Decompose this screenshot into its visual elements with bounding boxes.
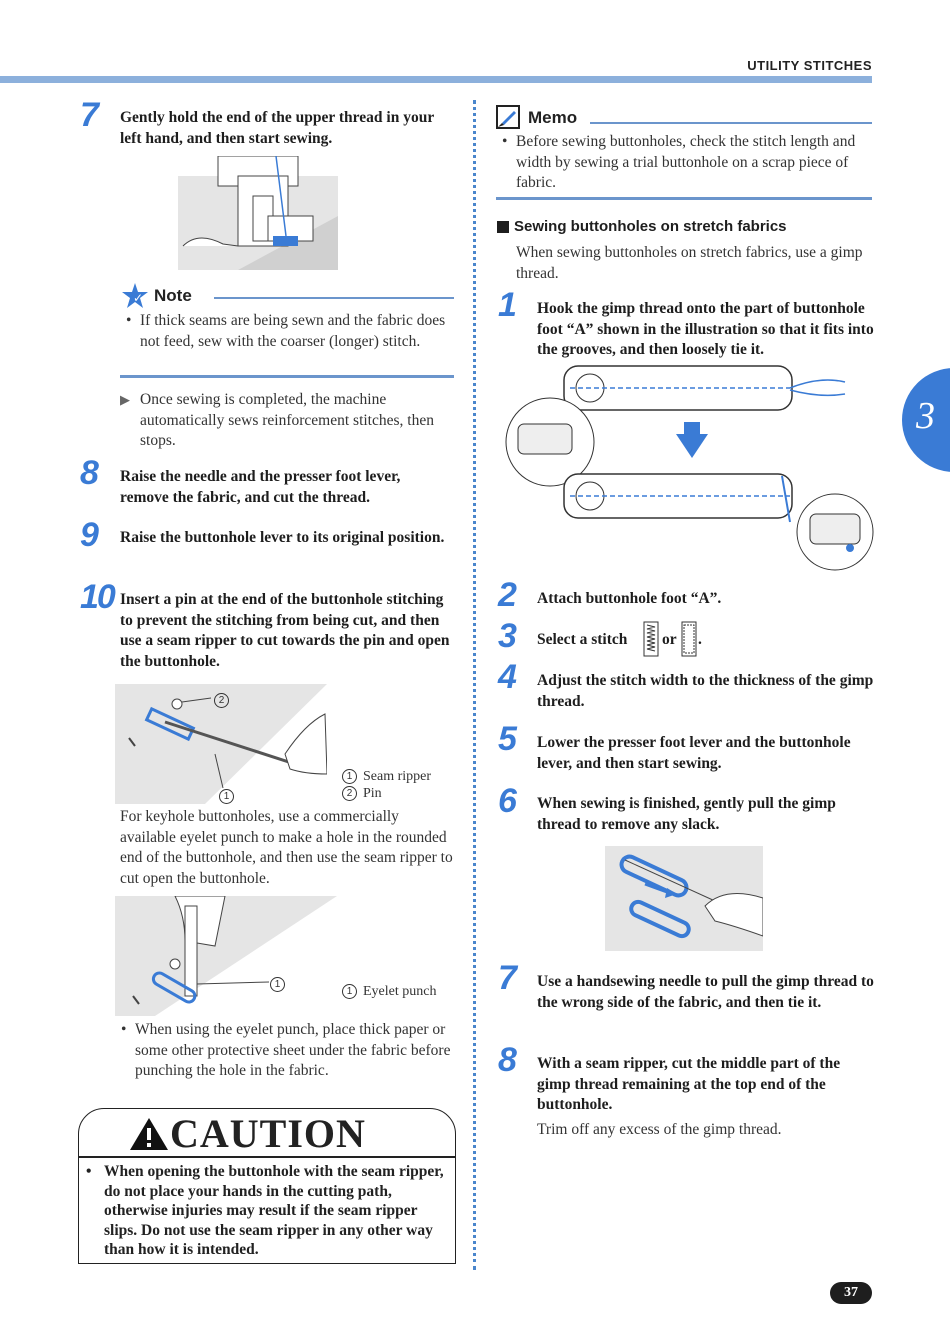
eyelet-punch-illustration [115, 896, 337, 1016]
right-step-5-number: 5 [498, 720, 517, 758]
step-7-text: Gently hold the end of the upper thread in your left hand, and then start sewing. [120, 109, 434, 147]
right-step-7-text: Use a handsewing needle to pull the gimp thread to the wrong side of the fabric, and then tie it. [537, 973, 874, 1011]
note-text: If thick seams are being sewn and the fabric does not feed, sew with the coarser (longer) stitch. [140, 312, 446, 350]
stitch-icon-2[interactable] [681, 621, 697, 657]
memo-bullet-dot: • [502, 133, 508, 150]
legend-seam-ripper: 1 Seam ripper [342, 767, 431, 788]
legend-eyelet-punch: 1 Eyelet punch [342, 982, 436, 1003]
right-step-5-text: Lower the presser foot lever and the buttonhole lever, and then start sewing. [537, 734, 851, 772]
step-8-text: Raise the needle and the presser foot lever, remove the fabric, and cut the thread. [120, 468, 401, 506]
punch-bullet-text: When using the eyelet punch, place thick paper or some other protective sheet under the fabric before punching the hole in the fabric. [135, 1021, 451, 1079]
right-step-8-text: With a seam ripper, cut the middle part of the gimp thread remaining at the top end of the buttonhole. [537, 1055, 841, 1113]
callout-pin: 2 [214, 690, 235, 711]
right-step-2-number: 2 [498, 576, 517, 614]
right-step-1-text: Hook the gimp thread onto the part of buttonhole foot “A” shown in the illustration so that it fits into the grooves, and then loosely tie it. [537, 300, 874, 358]
right-step-8-number: 8 [498, 1041, 517, 1079]
right-step-4-number: 4 [498, 658, 517, 696]
note-bullet-dot: • [126, 312, 132, 329]
right-step-4-text: Adjust the stitch width to the thickness of the gimp thread. [537, 672, 874, 710]
keyhole-text: For keyhole buttonholes, use a commercially available eyelet punch to make a hole in the rounded end of the buttonhole, and then use the seam ripper to cut open the buttonhole. [120, 808, 453, 887]
pull-gimp-illustration [605, 846, 763, 951]
stitch-icon-1[interactable] [643, 621, 659, 657]
callout-eyelet-punch: 1 [270, 974, 291, 995]
caution-text: When opening the buttonhole with the seam ripper, do not place your hands in the cutting path, otherwise injuries may result if the seam ripper slips. Do not use the seam ripper in any other way than how it is intended. [104, 1163, 444, 1258]
step-9-number: 9 [80, 516, 99, 554]
warning-icon [128, 1116, 170, 1152]
stretch-heading: Sewing buttonholes on stretch fabrics [514, 218, 787, 235]
right-step-8-note: Trim off any excess of the gimp thread. [537, 1121, 782, 1138]
chapter-number: 3 [916, 395, 935, 437]
right-step-3-end: . [698, 631, 702, 648]
memo-rule-bottom [496, 197, 872, 200]
memo-text: Before sewing buttonholes, check the stitch length and width by sewing a trial buttonhole on a scrap piece of fabric. [516, 133, 856, 191]
right-step-1-number: 1 [498, 286, 517, 324]
sewing-foot-illustration [178, 156, 338, 270]
right-step-2-text: Attach buttonhole foot “A”. [537, 590, 722, 607]
right-step-7-number: 7 [498, 959, 517, 997]
stretch-intro: When sewing buttonholes on stretch fabrics, use a gimp thread. [516, 244, 863, 282]
memo-icon [496, 105, 522, 131]
memo-rule-top [590, 122, 872, 124]
caution-title: CAUTION [170, 1111, 366, 1156]
heading-square-icon [497, 221, 509, 233]
chapter-tab[interactable] [902, 368, 950, 472]
result-arrow-icon: ▶ [120, 392, 130, 407]
memo-title: Memo [528, 108, 578, 127]
svg-text:✓: ✓ [133, 291, 144, 305]
right-step-6-text: When sewing is finished, gently pull the gimp thread to remove any slack. [537, 795, 836, 833]
header-rule [0, 76, 872, 83]
page-number: 37 [830, 1282, 872, 1304]
legend-pin: 2 Pin [342, 784, 382, 805]
step-9-text: Raise the buttonhole lever to its original position. [120, 529, 445, 546]
right-step-3-or: or [662, 631, 677, 648]
note-icon [120, 282, 150, 312]
gimp-thread-illustration [500, 362, 874, 574]
right-step-3-text: Select a stitch [537, 631, 628, 648]
caution-bullet-dot: • [86, 1163, 92, 1180]
step-10-number: 10 [80, 578, 114, 616]
note-rule-bottom [120, 375, 454, 378]
punch-bullet-dot: • [121, 1021, 127, 1038]
result-text: Once sewing is completed, the machine automatically sews reinforcement stitches, then stops. [140, 391, 434, 449]
column-divider [473, 100, 476, 1270]
note-title: Note [154, 286, 192, 305]
right-step-3-number: 3 [498, 617, 517, 655]
note-rule-top [214, 297, 454, 299]
step-7-number: 7 [80, 96, 99, 134]
step-10-text: Insert a pin at the end of the buttonhole stitching to prevent the stitching from being cut, and then use a seam ripper to cut towards the pin and open the buttonhole. [120, 591, 450, 670]
callout-seam-ripper: 1 [219, 786, 240, 807]
right-step-6-number: 6 [498, 782, 517, 820]
section-title: UTILITY STITCHES [747, 58, 872, 73]
step-8-number: 8 [80, 454, 99, 492]
